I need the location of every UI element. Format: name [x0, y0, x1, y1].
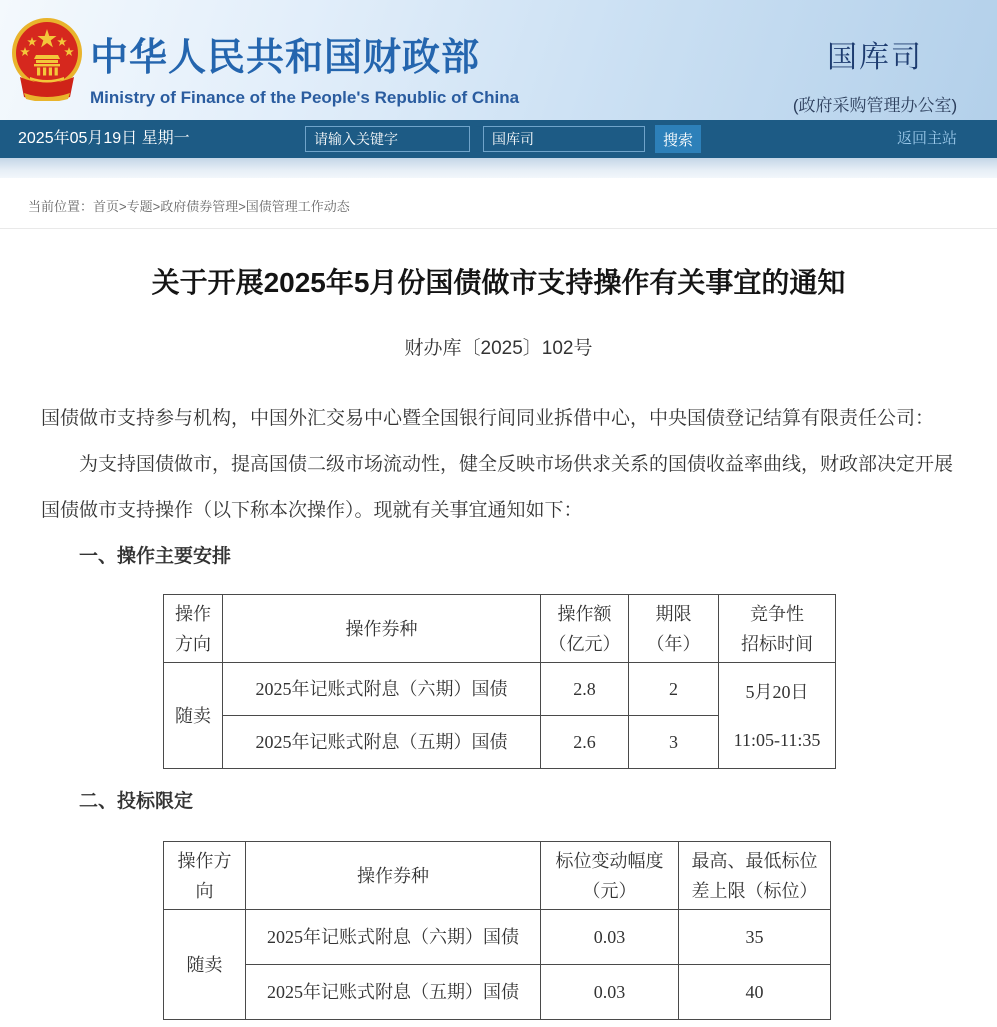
national-emblem-icon — [10, 15, 84, 101]
top-navbar — [0, 120, 997, 158]
cell-range: 0.03 — [541, 910, 679, 965]
document-number: 财办库〔2025〕102号 — [404, 338, 593, 359]
cell-term: 3 — [629, 716, 719, 769]
header-direction: 操作 方向 — [164, 595, 223, 663]
cell-direction: 随卖 — [164, 910, 246, 1020]
header-bid-time: 竞争性 招标时间 — [719, 595, 836, 663]
table-row — [164, 663, 836, 716]
section-2-heading: 二、投标限定 — [79, 791, 194, 812]
operation-arrangement-table — [163, 594, 836, 769]
header-range: 标位变动幅度 （元） — [541, 842, 679, 910]
table-header-row — [164, 595, 836, 663]
breadcrumb-path[interactable]: 首页>专题>政府债券管理>国债管理工作动态 — [93, 199, 350, 214]
department-subtitle: (政府采购管理办公室) — [792, 96, 958, 115]
back-to-main-site-link[interactable]: 返回主站 — [896, 130, 957, 147]
cell-bond: 2025年记账式附息（五期）国债 — [246, 965, 541, 1020]
header-cap: 最高、最低标位 差上限（标位） — [679, 842, 831, 910]
site-title: 中华人民共和国财政部 — [90, 37, 481, 79]
cell-cap: 35 — [679, 910, 831, 965]
cell-amount: 2.6 — [541, 716, 629, 769]
cell-bid-time: 5月20日 11:05-11:35 — [719, 663, 836, 769]
article-title: 关于开展2025年5月份国债做市支持操作有关事宜的通知 — [151, 267, 846, 298]
paragraph-addressees: 国债做市支持参与机构，中国外汇交易中心暨全国银行间同业拆借中心，中央国债登记结算有限责任公司： — [41, 408, 935, 429]
section-1-heading: 一、操作主要安排 — [79, 546, 232, 567]
header-bond: 操作券种 — [223, 595, 541, 663]
breadcrumb-prefix: 当前位置： — [28, 199, 94, 214]
cell-bond: 2025年记账式附息（六期）国债 — [223, 663, 541, 716]
table-row — [164, 965, 831, 1020]
bidding-limit-table — [163, 841, 831, 1020]
header-bond: 操作券种 — [246, 842, 541, 910]
search-button[interactable]: 搜索 — [655, 125, 701, 153]
paragraph-purpose: 为支持国债做市，提高国债二级市场流动性，健全反映市场供求关系的国债收益率曲线，财政部决定开展国债做市支持操作（以下称本次操作）。现就有关事宜通知如下： — [41, 454, 954, 521]
site-header — [0, 0, 997, 120]
header-amount: 操作额 （亿元） — [541, 595, 629, 663]
cell-bond: 2025年记账式附息（六期）国债 — [246, 910, 541, 965]
header-direction: 操作方 向 — [164, 842, 246, 910]
search-keyword-input[interactable] — [305, 126, 470, 152]
cell-cap: 40 — [679, 965, 831, 1020]
table-header-row — [164, 842, 831, 910]
search-scope-input[interactable] — [483, 126, 645, 152]
cell-amount: 2.8 — [541, 663, 629, 716]
breadcrumb — [0, 178, 997, 229]
department-title: 国库司 — [827, 41, 923, 74]
header-term: 期限 （年） — [629, 595, 719, 663]
article — [0, 261, 997, 1020]
table-row — [164, 910, 831, 965]
current-date: 2025年05月19日 星期一 — [18, 130, 190, 147]
cell-range: 0.03 — [541, 965, 679, 1020]
cell-term: 2 — [629, 663, 719, 716]
site-title-english: Ministry of Finance of the People's Republic of China — [90, 88, 520, 107]
cell-direction: 随卖 — [164, 663, 223, 769]
cell-bond: 2025年记账式附息（五期）国债 — [223, 716, 541, 769]
banner-bottom-strip — [0, 158, 997, 178]
